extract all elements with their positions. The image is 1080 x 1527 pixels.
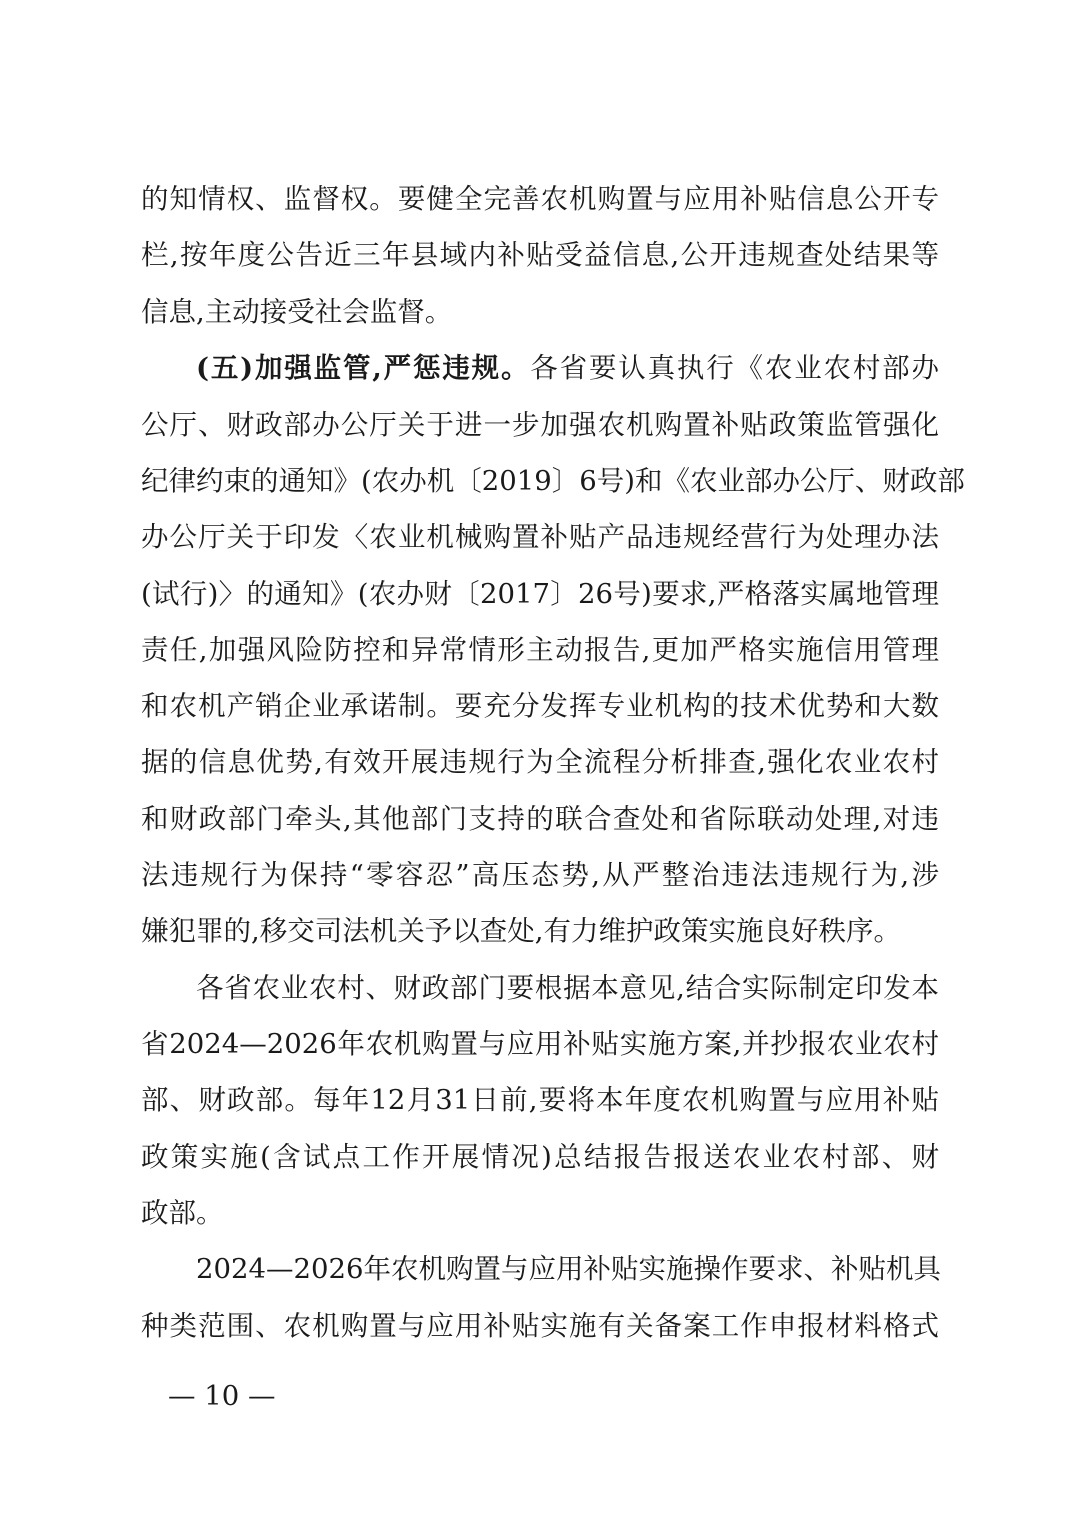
paragraph-line: 省2024—2026年农机购置与应用补贴实施方案,并抄报农业农村	[141, 1028, 939, 1060]
paragraph-line: 法违规行为保持“零容忍”高压态势,从严整治违法违规行为,涉	[141, 859, 939, 891]
paragraph-line: 种类范围、农机购置与应用补贴实施有关备案工作申报材料格式	[141, 1310, 939, 1342]
paragraph-line: 部、财政部。每年12月31日前,要将本年度农机购置与应用补贴	[141, 1084, 939, 1116]
paragraph-line: 据的信息优势,有效开展违规行为全流程分析排查,强化农业农村	[141, 746, 939, 778]
paragraph-line: 嫌犯罪的,移交司法机关予以查处,有力维护政策实施良好秩序。	[141, 915, 901, 947]
section-heading: (五)加强监管,严惩违规。	[196, 352, 531, 384]
paragraph-line: 各省农业农村、财政部门要根据本意见,结合实际制定印发本	[196, 972, 939, 1004]
paragraph-text: 各省要认真执行《农业农村部办	[530, 352, 939, 384]
paragraph-line: 和农机产销企业承诺制。要充分发挥专业机构的技术优势和大数	[141, 690, 939, 722]
paragraph-line: (试行)〉的通知》(农办财〔2017〕26号)要求,严格落实属地管理	[141, 578, 939, 610]
page-number: — 10 —	[168, 1380, 276, 1412]
paragraph-line: 办公厅关于印发〈农业机械购置补贴产品违规经营行为处理办法	[141, 521, 939, 553]
paragraph-line: 公厅、财政部办公厅关于进一步加强农机购置补贴政策监管强化	[141, 409, 939, 441]
paragraph-line: 纪律约束的通知》(农办机〔2019〕6号)和《农业部办公厅、财政部	[141, 465, 965, 497]
paragraph-line: 政策实施(含试点工作开展情况)总结报告报送农业农村部、财	[141, 1141, 939, 1173]
paragraph-line: 政部。	[141, 1197, 224, 1229]
paragraph-line: 责任,加强风险防控和异常情形主动报告,更加严格实施信用管理	[141, 634, 939, 666]
paragraph-line: 栏,按年度公告近三年县域内补贴受益信息,公开违规查处结果等	[141, 239, 939, 271]
paragraph-line: 2024—2026年农机购置与应用补贴实施操作要求、补贴机具	[196, 1253, 941, 1285]
paragraph-line: 的知情权、监督权。要健全完善农机购置与应用补贴信息公开专	[141, 183, 939, 215]
paragraph-line: 信息,主动接受社会监督。	[141, 296, 453, 328]
paragraph-line: 和财政部门牵头,其他部门支持的联合查处和省际联动处理,对违	[141, 803, 939, 835]
section-heading-line	[196, 348, 939, 388]
